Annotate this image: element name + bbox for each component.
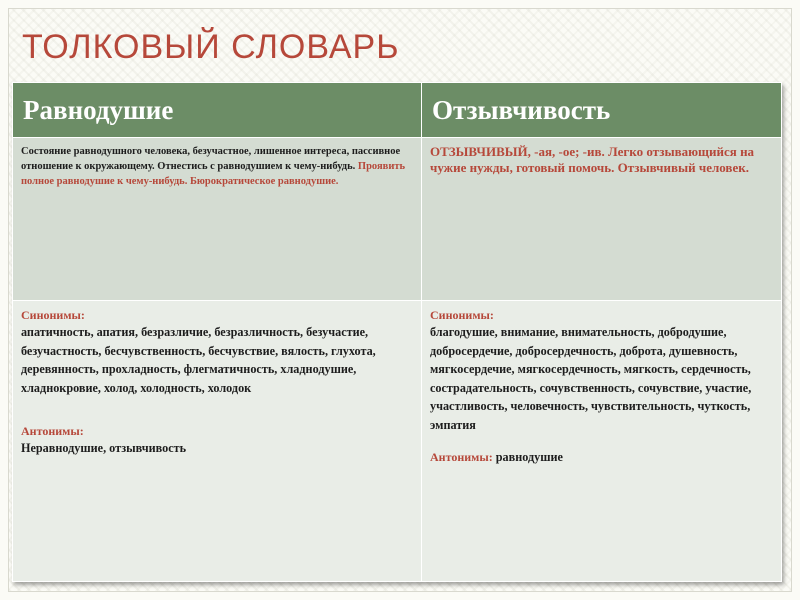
spacer — [430, 434, 773, 448]
table-header-row — [13, 83, 782, 138]
spacer — [21, 397, 413, 423]
antonyms-text-left: Неравнодушие, отзывчивость — [21, 441, 187, 455]
header-responsiveness: Отзывчивость — [422, 83, 782, 138]
synonyms-label-right: Синонимы: — [430, 308, 494, 322]
definitions-row — [13, 138, 782, 301]
dictionary-table — [12, 82, 782, 582]
definition-left-highlight: Проявить полное равнодушие к чему-нибудь. Бюрократическое равнодушие. — [21, 161, 406, 187]
synonyms-row — [13, 301, 782, 582]
synonyms-cell-left — [13, 301, 422, 582]
synonyms-text-left: апатичность, апатия, безразличие, безразличность, безучастие, безучастность, бесчувственность, бесчувствие, вялость, глухота, деревянность, прохладность, флегматичность, хладнодушие, хладнокровие, холод, холодность, холодок — [21, 325, 376, 395]
synonyms-cell-right — [422, 301, 782, 582]
antonyms-label-left: Антонимы: — [21, 424, 84, 438]
synonyms-label-left: Синонимы: — [21, 308, 85, 322]
definition-cell-left — [13, 138, 422, 301]
synonyms-text-right: благодушие, внимание, внимательность, добродушие, добросердечие, добросердечность, доброта, душевность, мягкосердечие, мягкосердечность, мягкость, сердечность, сострадательность, сочувственность, сочувствие, участие, участливость, человечность, чувствительность, чуткость, эмпатия — [430, 325, 752, 432]
definition-right: ОТЗЫВЧИВЫЙ, -ая, -ое; -ив. Легко отзывающийся на чужие нужды, готовый помочь. Отзывчивый человек. — [430, 144, 755, 175]
header-indifference: Равнодушие — [13, 83, 422, 138]
definition-cell-right — [422, 138, 782, 301]
definition-left-plain: Состояние равнодушного человека, безучастное, лишенное интереса, пассивное отношение к окружающему. Отнестись с равнодушием к чему-нибудь. — [21, 146, 401, 172]
slide-title: ТОЛКОВЫЙ СЛОВАРЬ — [22, 28, 400, 66]
antonyms-label-right: Антонимы: — [430, 450, 493, 464]
definition-left — [21, 144, 413, 189]
antonyms-line-right — [430, 448, 773, 467]
antonyms-text-right: равнодушие — [492, 450, 563, 464]
